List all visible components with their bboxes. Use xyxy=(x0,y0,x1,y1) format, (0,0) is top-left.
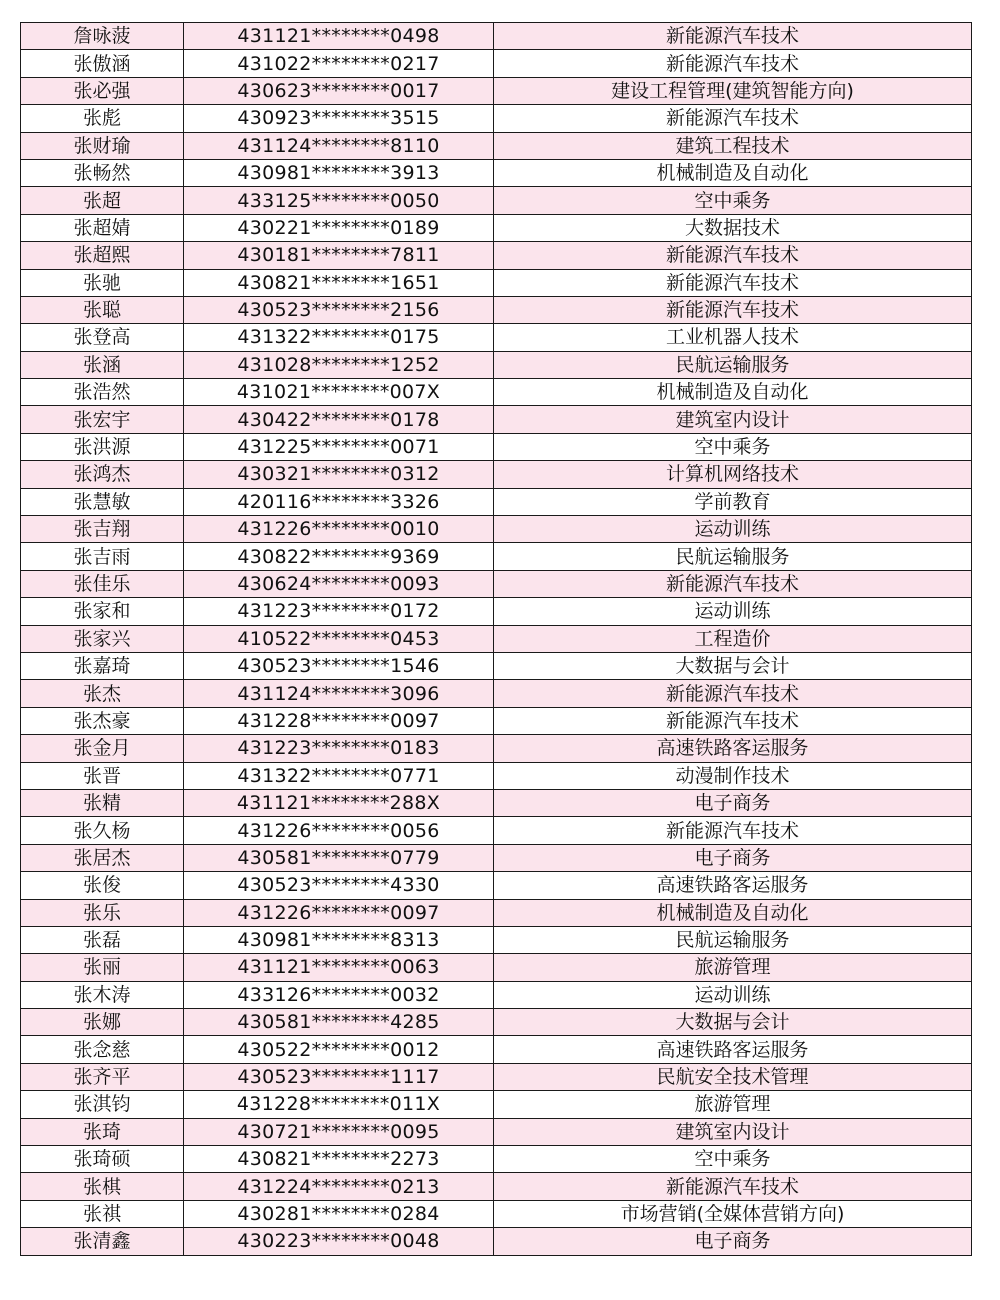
major-cell: 机械制造及自动化 xyxy=(494,899,972,926)
student-name-cell: 张洪源 xyxy=(21,433,184,460)
id-number-cell: 430581********4285 xyxy=(184,1009,494,1036)
major-cell: 旅游管理 xyxy=(494,1091,972,1118)
major-cell: 高速铁路客运服务 xyxy=(494,872,972,899)
table-row xyxy=(21,269,972,296)
id-number-cell: 431225********0071 xyxy=(184,433,494,460)
major-cell: 建筑室内设计 xyxy=(494,1118,972,1145)
id-number-cell: 430981********3913 xyxy=(184,159,494,186)
id-number-cell: 430523********4330 xyxy=(184,872,494,899)
table-row xyxy=(21,981,972,1008)
id-number-cell: 420116********3326 xyxy=(184,488,494,515)
table-row xyxy=(21,187,972,214)
table-row xyxy=(21,50,972,77)
table-row xyxy=(21,680,972,707)
student-name-cell: 张乐 xyxy=(21,899,184,926)
table-row xyxy=(21,954,972,981)
id-number-cell: 430821********2273 xyxy=(184,1146,494,1173)
major-cell: 新能源汽车技术 xyxy=(494,50,972,77)
student-name-cell: 张财瑜 xyxy=(21,132,184,159)
major-cell: 动漫制作技术 xyxy=(494,762,972,789)
table-row xyxy=(21,872,972,899)
id-number-cell: 431228********0097 xyxy=(184,707,494,734)
student-name-cell: 张杰 xyxy=(21,680,184,707)
id-number-cell: 430281********0284 xyxy=(184,1200,494,1227)
id-number-cell: 433125********0050 xyxy=(184,187,494,214)
id-number-cell: 431124********3096 xyxy=(184,680,494,707)
id-number-cell: 430223********0048 xyxy=(184,1228,494,1255)
id-number-cell: 431121********0498 xyxy=(184,23,494,50)
student-name-cell: 张淇钧 xyxy=(21,1091,184,1118)
major-cell: 建设工程管理(建筑智能方向) xyxy=(494,77,972,104)
table-row xyxy=(21,762,972,789)
student-name-cell: 张琦 xyxy=(21,1118,184,1145)
student-name-cell: 张丽 xyxy=(21,954,184,981)
table-row xyxy=(21,735,972,762)
major-cell: 学前教育 xyxy=(494,488,972,515)
major-cell: 工程造价 xyxy=(494,625,972,652)
student-name-cell: 张超 xyxy=(21,187,184,214)
major-cell: 旅游管理 xyxy=(494,954,972,981)
id-number-cell: 430623********0017 xyxy=(184,77,494,104)
student-name-cell: 张必强 xyxy=(21,77,184,104)
table-row xyxy=(21,543,972,570)
major-cell: 大数据与会计 xyxy=(494,652,972,679)
major-cell: 新能源汽车技术 xyxy=(494,105,972,132)
student-list-body xyxy=(21,23,972,1256)
major-cell: 建筑室内设计 xyxy=(494,406,972,433)
table-row xyxy=(21,1009,972,1036)
table-row xyxy=(21,132,972,159)
id-number-cell: 430624********0093 xyxy=(184,570,494,597)
id-number-cell: 431021********007X xyxy=(184,379,494,406)
id-number-cell: 430523********1546 xyxy=(184,652,494,679)
student-name-cell: 张登高 xyxy=(21,324,184,351)
id-number-cell: 431226********0010 xyxy=(184,516,494,543)
student-name-cell: 张聪 xyxy=(21,296,184,323)
major-cell: 运动训练 xyxy=(494,598,972,625)
id-number-cell: 431223********0172 xyxy=(184,598,494,625)
student-name-cell: 张家和 xyxy=(21,598,184,625)
table-row xyxy=(21,817,972,844)
major-cell: 电子商务 xyxy=(494,1228,972,1255)
student-name-cell: 张木涛 xyxy=(21,981,184,1008)
id-number-cell: 430581********0779 xyxy=(184,844,494,871)
major-cell: 新能源汽车技术 xyxy=(494,1173,972,1200)
major-cell: 新能源汽车技术 xyxy=(494,570,972,597)
id-number-cell: 430321********0312 xyxy=(184,461,494,488)
table-row xyxy=(21,379,972,406)
table-row xyxy=(21,516,972,543)
table-row xyxy=(21,324,972,351)
id-number-cell: 430981********8313 xyxy=(184,926,494,953)
major-cell: 机械制造及自动化 xyxy=(494,379,972,406)
id-number-cell: 433126********0032 xyxy=(184,981,494,1008)
table-row xyxy=(21,1200,972,1227)
student-name-cell: 张棋 xyxy=(21,1173,184,1200)
table-row xyxy=(21,296,972,323)
table-row xyxy=(21,214,972,241)
id-number-cell: 430522********0012 xyxy=(184,1036,494,1063)
student-name-cell: 张涵 xyxy=(21,351,184,378)
student-name-cell: 张杰豪 xyxy=(21,707,184,734)
id-number-cell: 431322********0175 xyxy=(184,324,494,351)
major-cell: 新能源汽车技术 xyxy=(494,296,972,323)
table-row xyxy=(21,1146,972,1173)
id-number-cell: 431228********011X xyxy=(184,1091,494,1118)
major-cell: 电子商务 xyxy=(494,844,972,871)
major-cell: 大数据技术 xyxy=(494,214,972,241)
id-number-cell: 430821********1651 xyxy=(184,269,494,296)
id-number-cell: 431322********0771 xyxy=(184,762,494,789)
major-cell: 新能源汽车技术 xyxy=(494,817,972,844)
major-cell: 市场营销(全媒体营销方向) xyxy=(494,1200,972,1227)
student-name-cell: 张浩然 xyxy=(21,379,184,406)
id-number-cell: 430721********0095 xyxy=(184,1118,494,1145)
major-cell: 机械制造及自动化 xyxy=(494,159,972,186)
table-row xyxy=(21,652,972,679)
student-name-cell: 张彪 xyxy=(21,105,184,132)
major-cell: 民航运输服务 xyxy=(494,926,972,953)
student-name-cell: 张家兴 xyxy=(21,625,184,652)
student-name-cell: 张精 xyxy=(21,789,184,816)
table-row xyxy=(21,1036,972,1063)
student-name-cell: 张畅然 xyxy=(21,159,184,186)
table-row xyxy=(21,159,972,186)
student-name-cell: 张琦硕 xyxy=(21,1146,184,1173)
student-name-cell: 张金月 xyxy=(21,735,184,762)
student-list-table xyxy=(20,22,972,1256)
student-name-cell: 张嘉琦 xyxy=(21,652,184,679)
table-row xyxy=(21,707,972,734)
major-cell: 新能源汽车技术 xyxy=(494,707,972,734)
id-number-cell: 430523********1117 xyxy=(184,1063,494,1090)
id-number-cell: 431226********0097 xyxy=(184,899,494,926)
major-cell: 民航运输服务 xyxy=(494,351,972,378)
table-row xyxy=(21,406,972,433)
table-row xyxy=(21,598,972,625)
student-name-cell: 张超婧 xyxy=(21,214,184,241)
table-row xyxy=(21,351,972,378)
student-name-cell: 张居杰 xyxy=(21,844,184,871)
student-name-cell: 张宏宇 xyxy=(21,406,184,433)
id-number-cell: 431022********0217 xyxy=(184,50,494,77)
student-name-cell: 张念慈 xyxy=(21,1036,184,1063)
table-row xyxy=(21,77,972,104)
major-cell: 空中乘务 xyxy=(494,1146,972,1173)
major-cell: 新能源汽车技术 xyxy=(494,269,972,296)
id-number-cell: 430822********9369 xyxy=(184,543,494,570)
student-name-cell: 张鸿杰 xyxy=(21,461,184,488)
table-row xyxy=(21,570,972,597)
student-name-cell: 张磊 xyxy=(21,926,184,953)
table-row xyxy=(21,433,972,460)
id-number-cell: 431226********0056 xyxy=(184,817,494,844)
major-cell: 空中乘务 xyxy=(494,433,972,460)
student-name-cell: 张慧敏 xyxy=(21,488,184,515)
table-row xyxy=(21,625,972,652)
table-row xyxy=(21,105,972,132)
table-row xyxy=(21,789,972,816)
student-name-cell: 张吉雨 xyxy=(21,543,184,570)
major-cell: 运动训练 xyxy=(494,981,972,1008)
id-number-cell: 430221********0189 xyxy=(184,214,494,241)
major-cell: 运动训练 xyxy=(494,516,972,543)
student-name-cell: 张驰 xyxy=(21,269,184,296)
table-row xyxy=(21,488,972,515)
student-name-cell: 张超熙 xyxy=(21,242,184,269)
id-number-cell: 431121********0063 xyxy=(184,954,494,981)
table-row xyxy=(21,1091,972,1118)
major-cell: 民航安全技术管理 xyxy=(494,1063,972,1090)
student-name-cell: 张娜 xyxy=(21,1009,184,1036)
major-cell: 高速铁路客运服务 xyxy=(494,735,972,762)
id-number-cell: 430923********3515 xyxy=(184,105,494,132)
student-name-cell: 詹咏菠 xyxy=(21,23,184,50)
student-name-cell: 张祺 xyxy=(21,1200,184,1227)
table-row xyxy=(21,461,972,488)
table-row xyxy=(21,242,972,269)
table-row xyxy=(21,1118,972,1145)
id-number-cell: 431028********1252 xyxy=(184,351,494,378)
major-cell: 高速铁路客运服务 xyxy=(494,1036,972,1063)
id-number-cell: 431223********0183 xyxy=(184,735,494,762)
student-name-cell: 张清鑫 xyxy=(21,1228,184,1255)
major-cell: 新能源汽车技术 xyxy=(494,242,972,269)
id-number-cell: 431224********0213 xyxy=(184,1173,494,1200)
id-number-cell: 410522********0453 xyxy=(184,625,494,652)
table-row xyxy=(21,1173,972,1200)
table-row xyxy=(21,844,972,871)
id-number-cell: 431121********288X xyxy=(184,789,494,816)
id-number-cell: 430523********2156 xyxy=(184,296,494,323)
major-cell: 新能源汽车技术 xyxy=(494,680,972,707)
major-cell: 电子商务 xyxy=(494,789,972,816)
table-row xyxy=(21,899,972,926)
student-name-cell: 张佳乐 xyxy=(21,570,184,597)
student-name-cell: 张俊 xyxy=(21,872,184,899)
student-name-cell: 张傲涵 xyxy=(21,50,184,77)
major-cell: 计算机网络技术 xyxy=(494,461,972,488)
major-cell: 民航运输服务 xyxy=(494,543,972,570)
id-number-cell: 430181********7811 xyxy=(184,242,494,269)
table-row xyxy=(21,1063,972,1090)
major-cell: 大数据与会计 xyxy=(494,1009,972,1036)
table-row xyxy=(21,1228,972,1255)
student-name-cell: 张吉翔 xyxy=(21,516,184,543)
major-cell: 新能源汽车技术 xyxy=(494,23,972,50)
major-cell: 空中乘务 xyxy=(494,187,972,214)
major-cell: 工业机器人技术 xyxy=(494,324,972,351)
major-cell: 建筑工程技术 xyxy=(494,132,972,159)
id-number-cell: 431124********8110 xyxy=(184,132,494,159)
table-row xyxy=(21,926,972,953)
student-name-cell: 张久杨 xyxy=(21,817,184,844)
student-name-cell: 张齐平 xyxy=(21,1063,184,1090)
table-row xyxy=(21,23,972,50)
student-name-cell: 张晋 xyxy=(21,762,184,789)
id-number-cell: 430422********0178 xyxy=(184,406,494,433)
